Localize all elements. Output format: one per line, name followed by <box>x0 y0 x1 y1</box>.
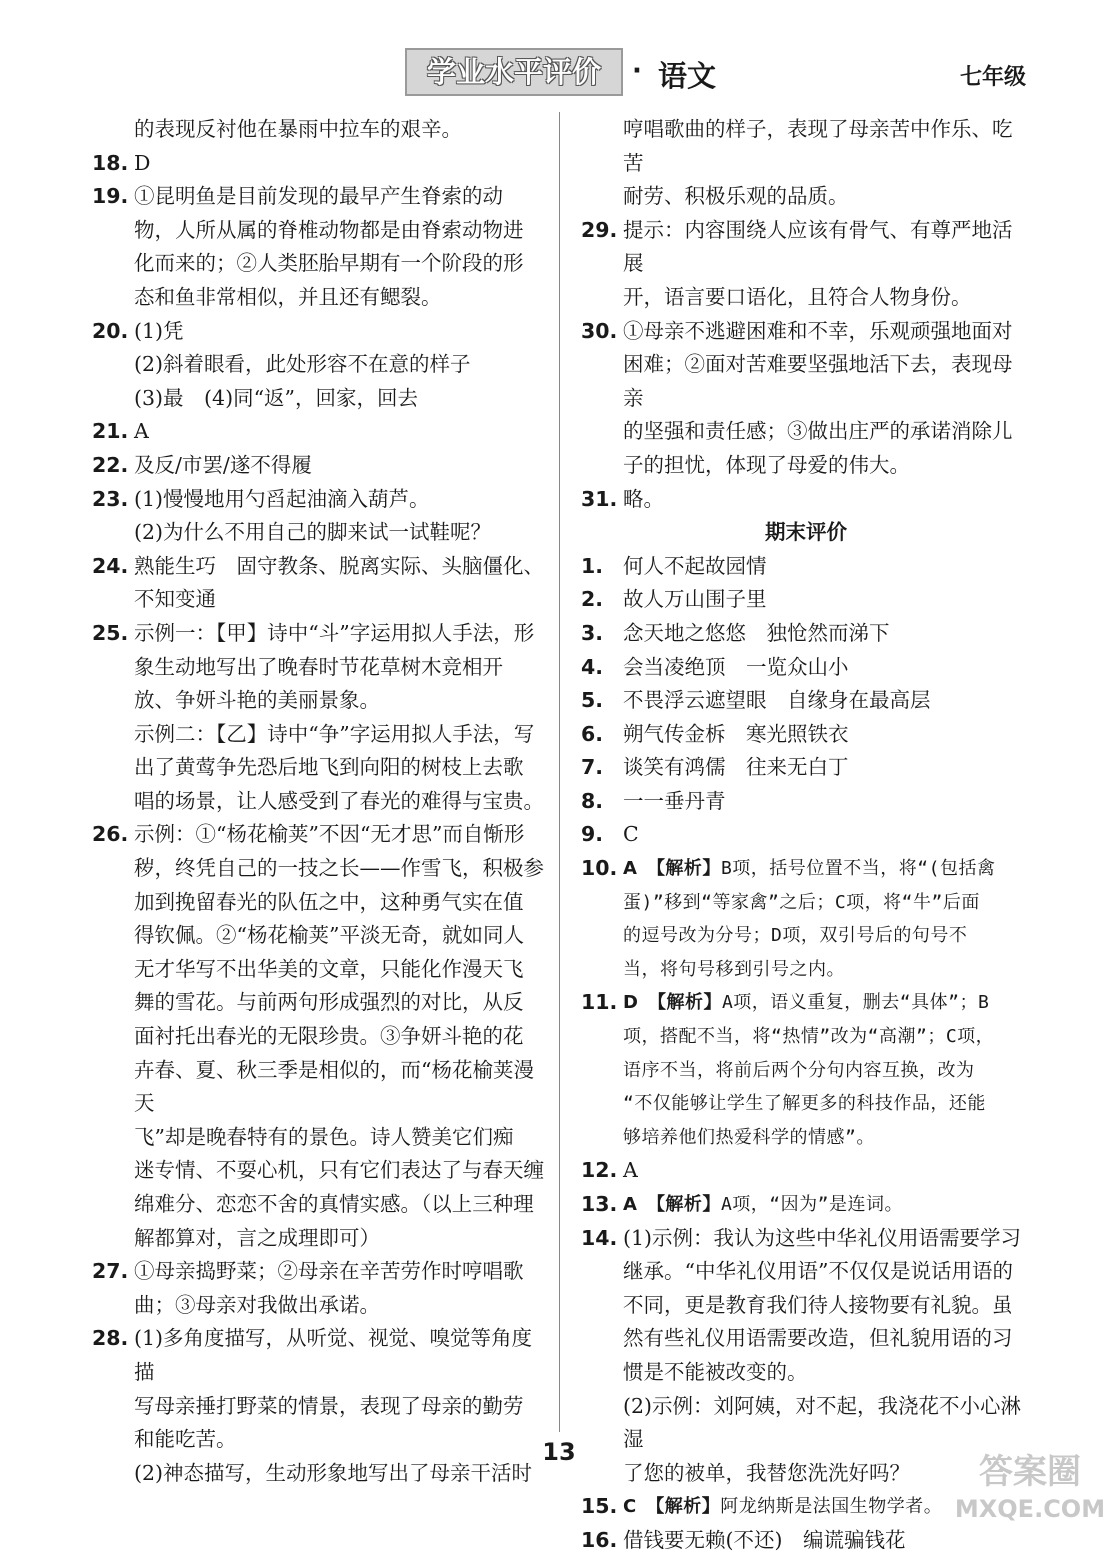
answer-line <box>134 718 550 752</box>
answer-line <box>134 1020 550 1054</box>
question-number: 30. <box>581 318 618 343</box>
answer-item <box>92 382 550 416</box>
answer-text: ①母亲不逃避困难和不幸，乐观顽强地面对 <box>623 318 1013 343</box>
question-number: 31. <box>581 486 618 511</box>
answer-line <box>623 348 1031 415</box>
answer-line <box>623 852 1031 886</box>
answer-text: A项，语义重复，删去“具体”；B <box>721 992 990 1014</box>
answer-line <box>623 315 1031 349</box>
answer-line <box>134 1054 550 1121</box>
answer-text: 惯是不能被改变的。 <box>623 1359 808 1384</box>
answer-line <box>623 919 1031 953</box>
answer-text: 继承。“中华礼仪用语”不仅仅是说话用语的 <box>623 1259 1013 1284</box>
answer-text: 阿龙纳斯是法国生物学者。 <box>720 1496 943 1518</box>
answer-item <box>92 483 550 517</box>
answer-line <box>134 617 550 651</box>
question-number: 7. <box>581 755 604 780</box>
answer-line <box>623 1154 1031 1188</box>
answer-item <box>581 583 1031 617</box>
answer-line <box>623 1289 1031 1323</box>
answer-line <box>134 483 550 517</box>
answer-line <box>134 550 550 584</box>
answer-choice: D <box>623 992 639 1014</box>
watermark-logo <box>950 1450 1110 1530</box>
answer-line <box>623 1188 1031 1222</box>
answer-line <box>134 1154 550 1188</box>
answer-line <box>623 684 1031 718</box>
answer-text: 面衬托出春光的无限珍贵。③争妍斗艳的花 <box>134 1024 524 1049</box>
answer-text: B项，括号位置不当，将“(包括禽 <box>720 858 996 880</box>
answer-item <box>92 147 550 181</box>
answer-text: 朔气传金柝 寒光照铁衣 <box>623 721 849 746</box>
answer-line <box>134 583 550 617</box>
answer-line <box>134 1289 550 1323</box>
answer-text: 够培养他们热爱科学的情感”。 <box>623 1126 875 1148</box>
question-number: 29. <box>581 217 618 242</box>
answer-item <box>581 651 1031 685</box>
answer-text: 念天地之悠悠 独怆然而涕下 <box>623 620 890 645</box>
answer-line <box>134 1255 550 1289</box>
question-number: 22. <box>92 452 129 477</box>
answer-line <box>623 1121 1031 1155</box>
answer-line <box>623 281 1031 315</box>
question-number: 18. <box>92 150 129 175</box>
answer-line <box>134 852 550 886</box>
answer-line <box>134 1188 550 1222</box>
answer-line <box>623 180 1031 214</box>
answer-item <box>581 818 1031 852</box>
answer-text: (1)凭 <box>134 318 184 343</box>
question-number: 25. <box>92 620 129 645</box>
answer-text: 物，人所从属的脊椎动物都是由脊索动物进 <box>134 217 524 242</box>
answer-text: 当，将句号移到引号之内。 <box>623 958 845 980</box>
question-number: 21. <box>92 419 129 444</box>
answer-text: 象生动地写出了晚春时节花草树木竞相开 <box>134 654 503 679</box>
grade-label: 七年级 <box>959 65 1026 90</box>
answer-line <box>134 382 550 416</box>
page-header <box>0 48 1118 100</box>
answer-item <box>92 113 550 147</box>
answer-item <box>581 214 1031 315</box>
answer-text: 及反/市罢/遂不得履 <box>134 452 312 477</box>
answer-line <box>134 986 550 1020</box>
answer-line <box>623 1020 1031 1054</box>
question-number: 19. <box>92 184 129 209</box>
answer-text: 的表现反衬他在暴雨中拉车的艰辛。 <box>134 117 462 141</box>
watermark-top-text: 答案圈 <box>979 1452 1081 1492</box>
answer-line <box>134 415 550 449</box>
answer-line <box>134 113 550 147</box>
answer-text: 提示：内容围绕人应该有骨气、有尊严地活展 <box>623 217 1013 276</box>
answer-text: 的逗号改为分号；D项，双引号后的句号不 <box>623 925 968 947</box>
answer-text: D <box>134 150 151 175</box>
answer-text: 秽，终凭自己的一技之长——作雪飞，积极参 <box>134 856 544 881</box>
analysis-tag: 【解析】 <box>656 992 722 1014</box>
answer-line <box>134 953 550 987</box>
question-number: 13. <box>581 1192 618 1216</box>
answer-text: 放、争妍斗艳的美丽景象。 <box>134 688 380 713</box>
answer-line <box>134 1222 550 1256</box>
answer-choice: A <box>623 858 638 880</box>
answer-text: ①昆明鱼是目前发现的最早产生脊索的动 <box>134 184 503 209</box>
answer-line <box>623 751 1031 785</box>
answer-text: A项，“因为”是连词。 <box>720 1194 903 1215</box>
answer-line <box>134 247 550 281</box>
answer-text: 开，语言要口语化，且符合人物身份。 <box>623 284 972 309</box>
answer-line <box>623 1054 1031 1088</box>
answer-line <box>623 483 1031 517</box>
question-number: 20. <box>92 318 129 343</box>
answer-text: 出了黄莺争先恐后地飞到向阳的树枝上去歌 <box>134 755 524 780</box>
answer-item <box>581 751 1031 785</box>
answer-line <box>134 348 550 382</box>
answer-text: 曲；③母亲对我做出承诺。 <box>134 1292 380 1317</box>
question-number: 8. <box>581 788 604 813</box>
answer-text: 项，搭配不当，将“热情”改为“高潮”；C项， <box>623 1026 995 1048</box>
answer-line <box>134 919 550 953</box>
question-number: 14. <box>581 1225 618 1250</box>
answer-text: 的坚强和责任感；③做出庄严的承诺消除儿 <box>623 419 1013 444</box>
answer-line <box>623 785 1031 819</box>
answer-item <box>92 818 550 1255</box>
question-number: 26. <box>92 822 129 847</box>
question-number: 5. <box>581 688 604 713</box>
answer-text: A <box>623 1158 638 1183</box>
answer-line <box>134 147 550 181</box>
answer-item <box>581 550 1031 584</box>
answer-text: C <box>623 822 639 847</box>
answer-text: 不畏浮云遮望眼 自缘身在最高层 <box>623 688 931 713</box>
analysis-tag: 【解析】 <box>655 1194 721 1215</box>
answer-line <box>623 449 1031 483</box>
answer-text: 然有些礼仪用语需要改造，但礼貌用语的习 <box>623 1326 1013 1351</box>
answer-text: 耐劳、积极乐观的品质。 <box>623 184 849 209</box>
answer-text: (2)示例：刘阿姨，对不起，我浇花不小心淋湿 <box>623 1393 1022 1452</box>
answer-item <box>581 1188 1031 1222</box>
answer-text: A <box>134 419 149 444</box>
answer-choice: C <box>623 1496 637 1518</box>
answer-text: 示例：①“杨花榆荚”不因“无才思”而自惭形 <box>134 822 525 847</box>
answer-text: 会当凌绝顶 一览众山小 <box>623 654 849 679</box>
answer-item <box>581 1154 1031 1188</box>
answer-line <box>134 785 550 819</box>
question-number: 2. <box>581 587 604 612</box>
question-number: 10. <box>581 856 618 881</box>
answer-line <box>623 1356 1031 1390</box>
question-number: 27. <box>92 1259 129 1284</box>
answer-item <box>92 449 550 483</box>
answer-line <box>134 684 550 718</box>
answer-line <box>134 315 550 349</box>
series-title-box: 学业水平评价 <box>405 48 623 96</box>
question-number: 4. <box>581 654 604 679</box>
answer-text: (1)多角度描写，从听觉、视觉、嗅觉等角度描 <box>134 1326 533 1384</box>
answer-text: 态和鱼非常相似，并且还有鳃裂。 <box>134 284 442 309</box>
answer-text: (3)最 (4)同“返”，回家，回去 <box>134 385 419 410</box>
answer-item <box>581 986 1031 1154</box>
question-number: 3. <box>581 620 604 645</box>
answer-text: 得钦佩。②“杨花榆荚”平淡无奇，就如同人 <box>134 923 524 948</box>
answer-line <box>134 751 550 785</box>
question-number: 1. <box>581 553 604 578</box>
answer-item <box>581 617 1031 651</box>
answer-item <box>92 315 550 349</box>
question-number: 11. <box>581 990 618 1015</box>
answer-text: 故人万山围子里 <box>623 587 767 612</box>
answer-text: 借钱要无赖(不还) 编谎骗钱花 <box>623 1527 906 1552</box>
question-number: 23. <box>92 486 129 511</box>
answer-line <box>623 651 1031 685</box>
question-number: 24. <box>92 553 129 578</box>
answer-text: 解都算对，言之成理即可） <box>134 1225 380 1250</box>
answer-item <box>92 180 550 314</box>
column-divider <box>559 112 560 1432</box>
answer-line <box>623 886 1031 920</box>
answer-item <box>581 785 1031 819</box>
answer-item <box>581 315 1031 483</box>
answer-text: 蛋)”移到“等家禽”之后；C项，将“牛”后面 <box>623 891 980 913</box>
answer-text: 不同，更是教育我们待人接物要有礼貌。虽 <box>623 1292 1013 1317</box>
section-title: 期末评价 <box>765 520 847 545</box>
answer-text: 何人不起故园情 <box>623 553 767 578</box>
answer-item <box>92 718 550 819</box>
answer-line <box>134 818 550 852</box>
answer-line <box>134 1322 550 1389</box>
answer-text: 熟能生巧 固守教条、脱离实际、头脑僵化、 <box>134 553 544 578</box>
answer-line <box>134 886 550 920</box>
answer-item <box>581 718 1031 752</box>
answer-item <box>92 348 550 382</box>
answer-text: 语序不当，将前后两个分句内容互换，改为 <box>623 1059 975 1081</box>
answer-text: 示例二：【乙】诗中“争”字运用拟人手法，写 <box>134 721 535 746</box>
answer-text: 示例一：【甲】诗中“斗”字运用拟人手法，形 <box>134 620 535 645</box>
answer-text: (1)慢慢地用勺舀起油滴入葫芦。 <box>134 486 430 511</box>
question-number: 15. <box>581 1494 618 1519</box>
answer-line <box>623 953 1031 987</box>
answer-line <box>623 550 1031 584</box>
answer-item <box>581 852 1031 986</box>
answer-text: 和能吃苦。 <box>134 1427 237 1452</box>
watermark-bottom-text: MXQE.COM <box>954 1495 1106 1523</box>
answer-text: 谈笑有鸿儒 往来无白丁 <box>623 755 849 780</box>
answer-line <box>134 516 550 550</box>
page-number: 13 <box>542 1438 576 1466</box>
answer-line <box>623 617 1031 651</box>
answer-item <box>92 617 550 718</box>
answer-text: 一一垂丹青 <box>623 788 726 813</box>
answer-item <box>92 516 550 550</box>
answer-line <box>623 1222 1031 1256</box>
answer-item <box>581 483 1031 517</box>
answer-text: 舞的雪花。与前两句形成强烈的对比，从反 <box>134 990 524 1015</box>
answer-item <box>92 550 550 617</box>
subject-title: 语文 <box>658 59 717 93</box>
answer-text: (2)为什么不用自己的脚来试一试鞋呢？ <box>134 520 492 545</box>
answer-line <box>134 180 550 214</box>
answer-item <box>581 684 1031 718</box>
question-number: 28. <box>92 1326 129 1351</box>
answer-text: 困难；②面对苦难要坚强地活下去，表现母亲 <box>623 352 1013 410</box>
answer-text: 迷专情、不耍心机，只有它们表达了与春天缠 <box>134 1158 544 1183</box>
answer-text: 绵难分、恋恋不舍的真情实感。（以上三种理 <box>134 1192 534 1216</box>
answer-text: “不仅能够让学生了解更多的科技作品，还能 <box>623 1093 986 1115</box>
answer-text: 哼唱歌曲的样子，表现了母亲苦中作乐、吃苦 <box>623 117 1013 175</box>
answer-line <box>623 1322 1031 1356</box>
title-separator-dot: · <box>632 56 642 86</box>
answer-item <box>92 1255 550 1322</box>
answer-text: 无才华写不出华美的文章，只能化作漫天飞 <box>134 956 524 981</box>
answer-choice: A <box>623 1194 638 1215</box>
question-number: 9. <box>581 822 604 847</box>
right-answer-column <box>581 113 1031 1558</box>
answer-line <box>623 718 1031 752</box>
answer-line <box>134 214 550 248</box>
answer-text: 略。 <box>623 486 664 511</box>
answer-line <box>623 214 1031 281</box>
answer-line <box>623 986 1031 1020</box>
answer-line <box>134 1121 550 1155</box>
answer-line <box>134 281 550 315</box>
answer-text: ①母亲捣野菜；②母亲在辛苦劳作时哼唱歌 <box>134 1259 524 1284</box>
answer-line <box>623 1255 1031 1289</box>
question-number: 16. <box>581 1527 618 1552</box>
answer-text: 飞”却是晚春特有的景色。诗人赞美它们痴 <box>134 1124 514 1149</box>
question-number: 12. <box>581 1158 618 1183</box>
left-answer-column <box>92 113 550 1490</box>
answer-item <box>92 415 550 449</box>
answer-item <box>581 113 1031 214</box>
answer-text: 卉春、夏、秋三季是相似的，而“杨花榆荚漫天 <box>134 1057 534 1116</box>
answer-line <box>623 1087 1031 1121</box>
analysis-tag: 【解析】 <box>655 858 721 880</box>
answer-item <box>92 1322 550 1456</box>
answer-line <box>134 1390 550 1424</box>
answer-line <box>134 651 550 685</box>
answer-line <box>134 449 550 483</box>
answer-text: 唱的场景，让人感受到了春光的难得与宝贵。 <box>134 788 544 813</box>
answer-line <box>623 113 1031 180</box>
answer-line <box>623 415 1031 449</box>
answer-text: (2)神态描写，生动形象地写出了母亲干活时 <box>134 1460 533 1485</box>
answer-text: 化而来的；②人类胚胎早期有一个阶段的形 <box>134 251 524 276</box>
question-number: 6. <box>581 721 604 746</box>
answer-text: (2)斜着眼看，此处形容不在意的样子 <box>134 352 471 377</box>
answer-line <box>623 583 1031 617</box>
answer-text: 加到挽留春光的队伍之中，这种勇气实在值 <box>134 889 524 914</box>
answer-text: 子的担忧，体现了母爱的伟大。 <box>623 452 910 477</box>
analysis-tag: 【解析】 <box>655 1496 721 1518</box>
answer-text: 写母亲捶打野菜的情景，表现了母亲的勤劳 <box>134 1393 524 1418</box>
answer-text: (1)示例：我认为这些中华礼仪用语需要学习 <box>623 1225 1022 1250</box>
answer-line <box>623 818 1031 852</box>
answer-text: 了您的被单，我替您洗洗好吗？ <box>623 1460 910 1485</box>
answer-text: 不知变通 <box>134 587 216 612</box>
answer-item <box>581 1222 1031 1390</box>
